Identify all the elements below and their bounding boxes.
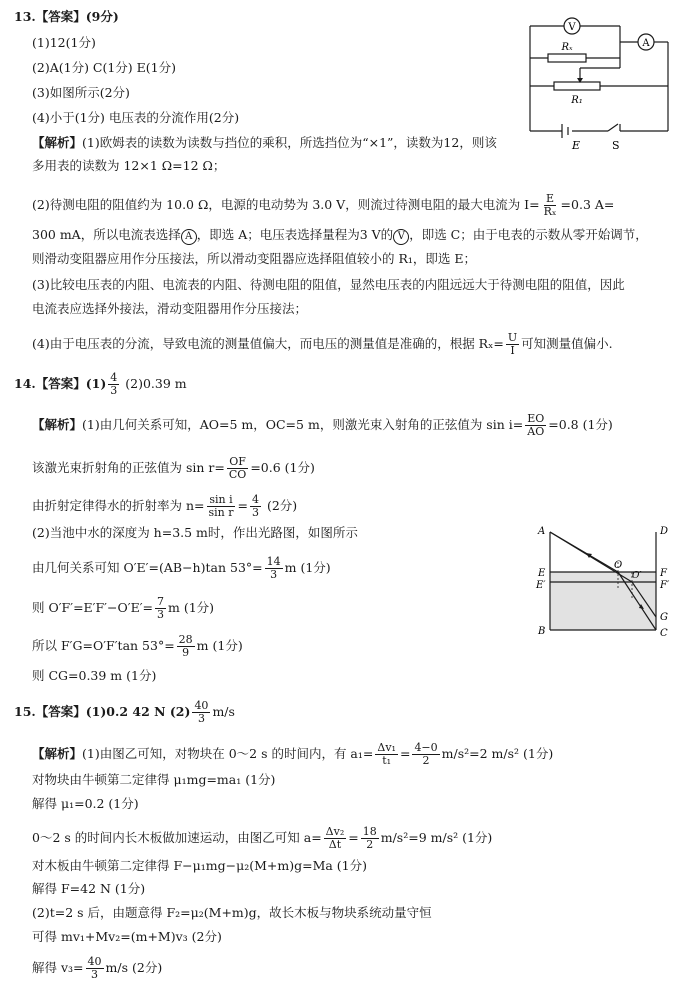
q15-explain-7: (2)t=2 s 后，由题意得 F₂=μ₂(M+m)g，故长木板与物块系统动量守恒 xyxy=(32,905,432,920)
q15-explain-8: 可得 mv₁+Mv₂=(m+M)v₃ (2分) xyxy=(32,929,222,944)
label-e-prime: E′ xyxy=(536,580,546,591)
q13-explain-3-line-2: 电流表应选择外接法，滑动变阻器用作分压接法； xyxy=(32,301,308,316)
q15-explain-2: 对物块由牛顿第二定律得 μ₁mg=ma₁ (1分) xyxy=(32,772,276,787)
q13-explain-2-line-3: 则滑动变阻器应用作分压接法，所以滑动变阻器应选择阻值较小的 R₁，即选 E； xyxy=(32,251,476,266)
q15-explain-4: 0～2 s 的时间内长木板做加速运动，由图乙可知 a= $\frac{\text{Δv₂}}{\Delta t}$ = $\frac{18}{2}$ m/s²=9 m/s² (1分) xyxy=(32,825,493,851)
refraction-diagram xyxy=(532,520,674,644)
q15-explain-3: 解得 μ₁=0.2 (1分) xyxy=(32,796,139,811)
q14-explain-1: 【解析】(1)由几何关系可知，AO=5 m，OC=5 m，则激光束入射角的正弦值为 sin i= $\frac{EO}{AO}$ =0.8 (1分) xyxy=(32,412,613,438)
fraction: $\frac{4}{3}$ xyxy=(252,493,259,519)
q14-explain-3: 由折射定律得水的折射率为 n= $\frac{\text{sin i}}{\text{sin r}}$ = $\frac{4}{3}$ (2分) xyxy=(32,493,298,519)
q14-header: 14.【答案】(1) $\frac{4}{3}$ (2)0.39 m xyxy=(14,371,187,397)
q14-explain-8: 则 CG=0.39 m (1分) xyxy=(32,668,157,683)
q13-explain-1-line-1: 【解析】(1)欧姆表的读数为读数与挡位的乘积，所选挡位为“×1”，读数为12，则该 xyxy=(32,135,497,150)
q13-answer-2: (2)A(1分) C(1分) E(1分) xyxy=(32,60,176,75)
q15-header: 15.【答案】(1)0.2 42 N (2) $\frac{40}{3}$ m/s xyxy=(14,699,235,725)
fraction: $\frac{E}{\text{Rₓ}}$ xyxy=(543,192,557,218)
q13-explain-4: (4)由于电压表的分流，导致电流的测量值偏大，而电压的测量值是准确的，根据 Rₓ= $\frac{U}{I}$ 可知测量值偏小. xyxy=(32,331,613,357)
q13-explain-2-line-1: (2)待测电阻的阻值约为 10.0 Ω，电源的电动势为 3.0 V，则流过待测电阻的最大电流为 I= $\frac{E}{\text{Rₓ}}$ =0.3 A= xyxy=(32,192,615,218)
q13-answer-3: (3)如图所示(2分) xyxy=(32,85,130,100)
fraction: $\frac{OF}{CO}$ xyxy=(228,455,247,481)
q15-explain-1: 【解析】(1)由图乙可知，对物块在 0～2 s 的时间内，有 a₁= $\frac{\text{Δv₁}}{\text{t₁}}$ = $\frac{4-0}{2}$ m/s²=2 m/s² (1分) xyxy=(32,741,554,767)
fraction: $\frac{28}{9}$ xyxy=(178,633,193,659)
ammeter-symbol: A xyxy=(181,229,197,245)
label-b: B xyxy=(538,626,546,637)
rx-label: Rₓ xyxy=(561,42,573,53)
q13-answer-1: (1)12(1分) xyxy=(32,35,96,50)
q14-explain-2: 该激光束折射角的正弦值为 sin r= $\frac{OF}{CO}$ =0.6 (1分) xyxy=(32,455,315,481)
circuit-diagram xyxy=(520,6,682,156)
q15-explain-6: 解得 F=42 N (1分) xyxy=(32,881,146,896)
q13-answer-4: (4)小于(1分) 电压表的分流作用(2分) xyxy=(32,110,240,125)
fraction: $\frac{18}{2}$ xyxy=(362,825,377,851)
r1-label: R₁ xyxy=(571,95,583,106)
fraction: $\frac{40}{3}$ xyxy=(87,955,102,981)
fraction: $\frac{7}{3}$ xyxy=(157,595,165,621)
label-d: D xyxy=(660,526,669,537)
fraction: $\frac{14}{3}$ xyxy=(266,555,281,581)
q14-explain-5: 由几何关系可知 O′E′=(AB−h)tan 53°= $\frac{14}{3}$ m (1分) xyxy=(32,555,331,581)
q15-explain-9: 解得 v₃= $\frac{40}{3}$ m/s (2分) xyxy=(32,955,163,981)
fraction: $\frac{\text{sin i}}{\text{sin r}}$ xyxy=(208,493,234,519)
label-o-prime: O′ xyxy=(632,571,642,581)
fraction: $\frac{40}{3}$ xyxy=(194,699,209,725)
fraction: $\frac{EO}{AO}$ xyxy=(527,412,545,438)
q14-explain-7: 所以 F′G=O′F′tan 53°= $\frac{28}{9}$ m (1分) xyxy=(32,633,243,659)
voltmeter-symbol: V xyxy=(393,229,409,245)
q13-explain-1-line-2: 多用表的读数为 12×1 Ω=12 Ω； xyxy=(32,158,226,173)
label-f: F xyxy=(660,568,667,579)
q13-header: 13.【答案】(9分) xyxy=(14,9,119,24)
fraction: $\frac{U}{I}$ xyxy=(507,331,518,357)
switch-label: S xyxy=(612,139,620,152)
label-e: E xyxy=(538,568,546,579)
q14-explain-6: 则 O′F′=E′F′−O′E′= $\frac{7}{3}$ m (1分) xyxy=(32,595,215,621)
voltmeter-label: V xyxy=(568,22,576,33)
fraction: $\frac{4-0}{2}$ xyxy=(414,741,438,767)
q13-explain-2-line-2: 300 mA，所以电流表选择 A ，即选 A；电压表选择量程为3 V的 V ，即选 C；由于电表的示数从零开始调节， xyxy=(32,226,648,245)
fraction: $\frac{\text{Δv₁}}{\text{t₁}}$ xyxy=(377,741,396,767)
battery-label: E xyxy=(572,139,581,152)
label-f-prime: F′ xyxy=(660,580,670,591)
fraction: $\frac{4}{3}$ xyxy=(110,371,118,397)
label-a: A xyxy=(538,526,546,537)
label-o: O xyxy=(614,560,623,571)
q15-explain-5: 对木板由牛顿第二定律得 F−μ₁mg−μ₂(M+m)g=Ma (1分) xyxy=(32,858,368,873)
ammeter-label: A xyxy=(642,38,650,49)
label-g: G xyxy=(660,612,668,623)
label-c: C xyxy=(660,628,668,639)
fraction: $\frac{\text{Δv₂}}{\Delta t}$ xyxy=(325,825,345,851)
q14-explain-4: (2)当池中水的深度为 h=3.5 m时，作出光路图，如图所示 xyxy=(32,525,358,540)
q13-explain-3-line-1: (3)比较电压表的内阻、电流表的内阻、待测电阻的阻值，显然电压表的内阻远远大于待测电阻的阻值，因此 xyxy=(32,277,625,292)
